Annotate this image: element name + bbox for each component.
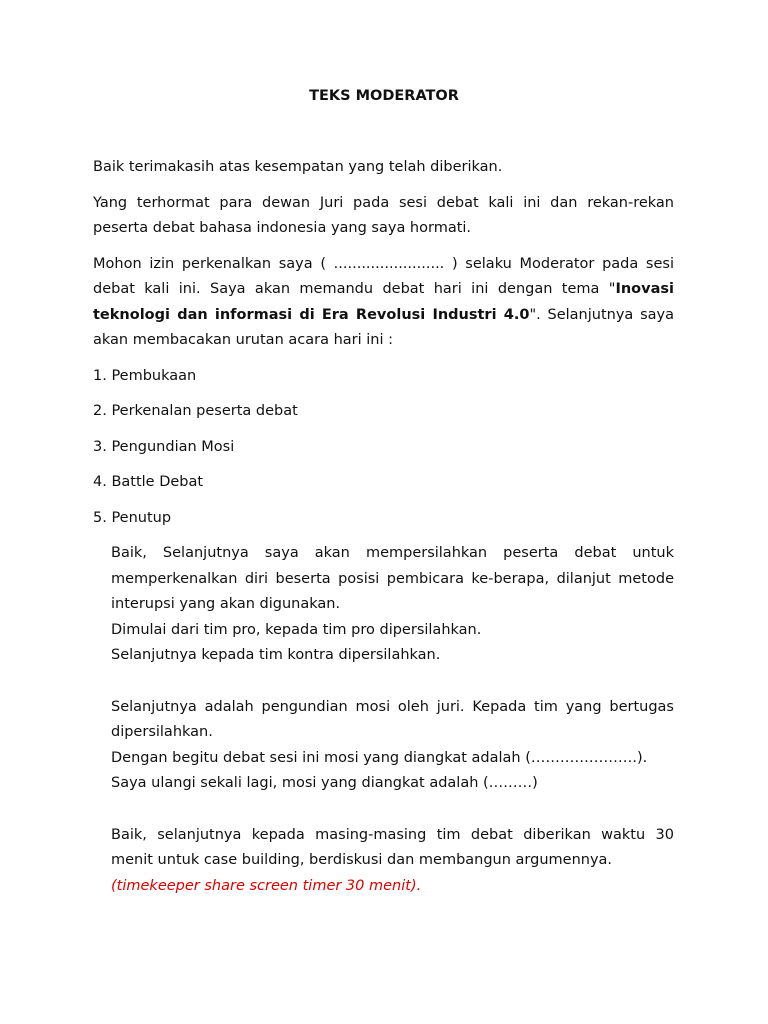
debate-theme: Inovasi teknologi dan informasi di Era Revolusi Industri 4.0 [93,281,674,323]
agenda-item: 3. Pengundian Mosi [93,438,235,455]
document-title: TEKS MODERATOR [309,88,459,104]
contra-team-line: Selanjutnya kepada tim kontra dipersilahkan. [111,647,441,663]
speaker-introduction-section [111,541,674,899]
timekeeper-note: (timekeeper share screen timer 30 menit). [111,877,422,894]
spacer [111,797,674,823]
agenda-item: 2. Perkenalan peserta debat [93,403,298,419]
motion-repeat-line: Saya ulangi sekali lagi, mosi yang diangkat adalah (………) [111,775,538,791]
motion-draw-line: Selanjutnya adalah pengundian mosi oleh juri. Kepada tim yang bertugas dipersilahkan. [111,698,674,740]
case-building-line: Baik, selanjutnya kepada masing-masing tim debat diberikan waktu 30 menit untuk case building, berdiskusi dan membangun argumennya. [111,826,674,868]
speaker-intro-line: Baik, Selanjutnya saya akan mempersilahkan peserta debat untuk memperkenalkan diri beserta posisi pembicara ke-berapa, dilanjut metode interupsi yang akan digunakan. [111,545,674,612]
introduction-text-end: ". Selanjutnya saya akan membacakan urutan acara hari ini : [93,306,674,348]
agenda-item: 5. Penutup [93,509,172,526]
agenda-item: 4. Battle Debat [93,474,204,490]
greeting-paragraph: Yang terhormat para dewan Juri pada sesi debat kali ini dan rekan-rekan peserta debat bahasa indonesia yang saya hormati. [93,194,674,236]
agenda-item: 1. Pembukaan [93,367,197,384]
pro-team-line: Dimulai dari tim pro, kepada tim pro dipersilahkan. [111,621,482,638]
document-body [93,155,674,899]
introduction-paragraph [93,252,674,354]
spacer [111,669,674,695]
opening-paragraph: Baik terimakasih atas kesempatan yang telah diberikan. [93,159,503,175]
introduction-text: Mohon izin perkenalkan saya ( ........................ ) selaku Moderator pada sesi debat kali ini. Saya akan memandu debat hari ini dengan tema " [93,255,674,297]
agenda-list [93,364,674,532]
motion-announce-line: Dengan begitu debat sesi ini mosi yang diangkat adalah (………………….). [111,749,648,766]
